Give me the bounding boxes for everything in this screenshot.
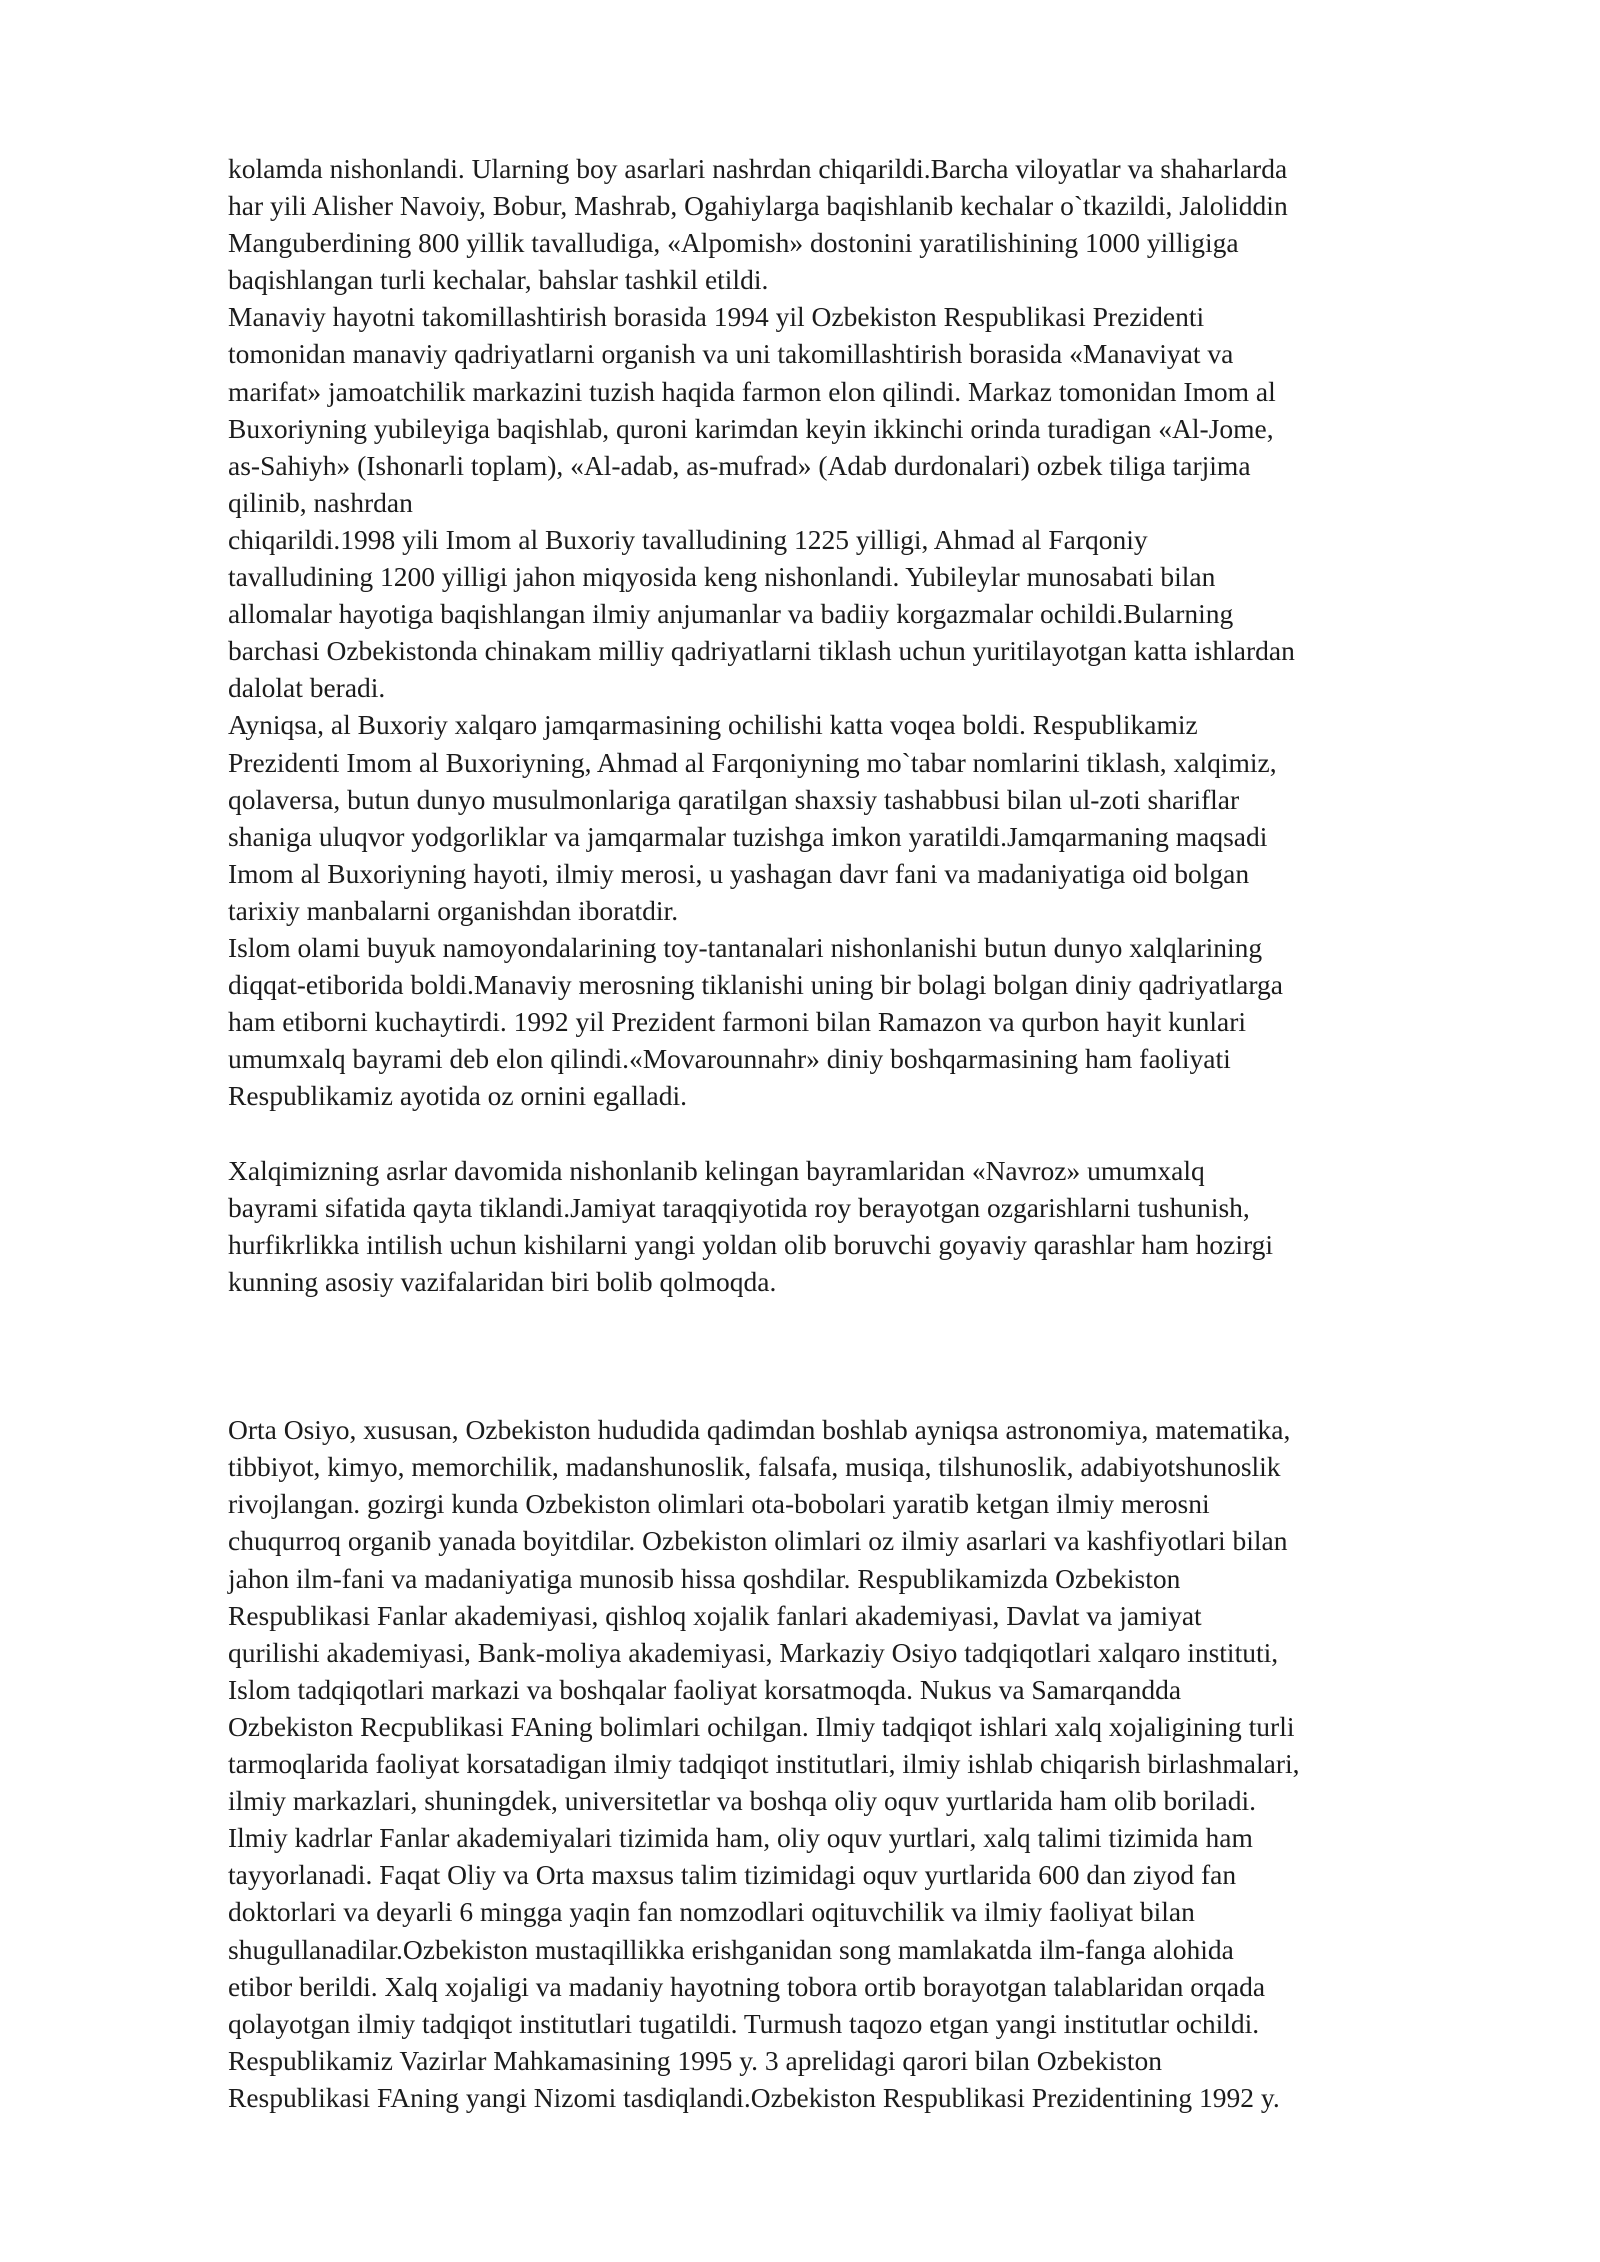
text-line: baqishlangan turli kechalar, bahslar tashkil etildi. (228, 264, 769, 296)
text-line: jahon ilm-fani va madaniyatiga munosib hissa qoshdilar. Respublikamizda Ozbekiston (228, 1562, 1181, 1594)
text-line: kunning asosiy vazifalaridan biri bolib qolmoqda. (228, 1265, 777, 1297)
text-line: allomalar hayotiga baqishlangan ilmiy anjumanlar va badiiy korgazmalar ochildi.Bularning (228, 598, 1234, 630)
text-line: shaniga uluqvor yodgorliklar va jamqarmalar tuzishga imkon yaratildi.Jamqarmaning maqsadi (228, 820, 1268, 852)
text-line: Ozbekiston Recpublikasi FAning bolimlari ochilgan. Ilmiy tadqiqot ishlari xalq xojaligining turli (228, 1710, 1295, 1742)
text-line: Imom al Buxoriyning hayoti, ilmiy merosi, u yashagan davr fani va madaniyatiga oid bolgan (228, 857, 1250, 889)
paragraph-spacer (228, 1114, 1528, 1151)
text-line: tavalludining 1200 yilligi jahon miqyosida keng nishonlandi. Yubileylar munosabati bilan (228, 561, 1216, 593)
text-line: dalolat beradi. (228, 672, 386, 704)
text-line: tarmoqlarida faoliyat korsatadigan ilmiy tadqiqot institutlari, ilmiy ishlab chiqarish birlashmalari, (228, 1748, 1300, 1780)
text-line: tayyorlanadi. Faqat Oliy va Orta maxsus talim tizimidagi oquv yurtlarida 600 dan ziyod fan (228, 1859, 1237, 1891)
text-line: shugullanadilar.Ozbekiston mustaqillikka erishganidan song mamlakatda ilm-fanga alohida (228, 1933, 1234, 1965)
text-line: diqqat-etiborida boldi.Manaviy merosning tiklanishi uning bir bolagi bolgan diniy qadriyatlarga (228, 969, 1283, 1001)
text-line: Buxoriyning yubileyiga baqishlab, quroni karimdan keyin ikkinchi orinda turadigan «Al-Jome, (228, 412, 1274, 444)
text-line: Prezidenti Imom al Buxoriyning, Ahmad al Farqoniyning mo`tabar nomlarini tiklash, xalqimiz, (228, 746, 1277, 778)
text-line: Manguberdining 800 yillik tavalludiga, «Alpomish» dostonini yaratilishining 1000 yilligiga (228, 227, 1239, 259)
text-line: marifat» jamoatchilik markazini tuzish haqida farmon elon qilindi. Markaz tomonidan Imom al (228, 375, 1276, 407)
text-line: hurfikrlikka intilish uchun kishilarni yangi yoldan olib boruvchi goyaviy qarashlar ham hozirgi (228, 1228, 1274, 1260)
paragraph (228, 1152, 1528, 1300)
text-line: ham etiborni kuchaytirdi. 1992 yil Prezident farmoni bilan Ramazon va qurbon hayit kunlari (228, 1006, 1247, 1038)
text-line: qolaversa, butun dunyo musulmonlariga qaratilgan shaxsiy tashabbusi bilan ul-zoti shariflar (228, 783, 1240, 815)
text-line: Xalqimizning asrlar davomida nishonlanib kelingan bayramlaridan «Navroz» umumxalq (228, 1154, 1205, 1186)
text-line: tomonidan manaviy qadriyatlarni organish va uni takomillashtirish borasida «Manaviyat va (228, 338, 1234, 370)
text-line: Orta Osiyo, xususan, Ozbekiston hududida qadimdan boshlab ayniqsa astronomiya, matematika, (228, 1414, 1291, 1446)
document-page (228, 150, 1528, 2116)
text-line: barchasi Ozbekistonda chinakam milliy qadriyatlarni tiklash uchun yuritilayotgan katta ishlardan (228, 635, 1295, 667)
paragraph (228, 298, 1528, 706)
paragraph-spacer (228, 1300, 1528, 1411)
text-line: Respublikamiz ayotida oz ornini egalladi. (228, 1080, 687, 1112)
text-line: Islom tadqiqotlari markazi va boshqalar faoliyat korsatmoqda. Nukus va Samarqandda (228, 1673, 1182, 1705)
text-line: qilinib, nashrdan (228, 486, 413, 518)
text-line: chiqarildi.1998 yili Imom al Buxoriy tavalludining 1225 yilligi, Ahmad al Farqoniy (228, 523, 1148, 555)
text-line: Ilmiy kadrlar Fanlar akademiyalari tizimida ham, oliy oquv yurtlari, xalq talimi tizimida ham (228, 1822, 1253, 1854)
text-line: etibor berildi. Xalq xojaligi va madaniy hayotning tobora ortib borayotgan talablaridan orqada (228, 1970, 1266, 2002)
text-line: Respublikamiz Vazirlar Mahkamasining 1995 y. 3 aprelidagi qarori bilan Ozbekiston (228, 2044, 1163, 2076)
text-line: qurilishi akademiyasi, Bank-moliya akademiyasi, Markaziy Osiyo tadqiqotlari xalqaro instituti, (228, 1636, 1279, 1668)
text-line: rivojlangan. gozirgi kunda Ozbekiston olimlari ota-bobolari yaratib ketgan ilmiy merosni (228, 1488, 1210, 1520)
text-line: Islom olami buyuk namoyondalarining toy-tantanalari nishonlanishi butun dunyo xalqlarining (228, 931, 1263, 963)
text-line: ilmiy markazlari, shuningdek, universitetlar va boshqa oliy oquv yurtlarida ham olib boriladi. (228, 1785, 1256, 1817)
text-line: bayrami sifatida qayta tiklandi.Jamiyat taraqqiyotida roy berayotgan ozgarishlarni tushunish, (228, 1191, 1250, 1223)
text-line: har yili Alisher Navoiy, Bobur, Mashrab, Ogahiylarga baqishlanib kechalar o`tkazildi, Jaloliddin (228, 190, 1288, 222)
text-line: chuqurroq organib yanada boyitdilar. Ozbekiston olimlari oz ilmiy asarlari va kashfiyotlari bilan (228, 1525, 1288, 1557)
text-line: tarixiy manbalarni organishdan iboratdir. (228, 894, 679, 926)
text-line: qolayotgan ilmiy tadqiqot institutlari tugatildi. Turmush taqozo etgan yangi institutlar ochildi. (228, 2007, 1260, 2039)
text-line: kolamda nishonlandi. Ularning boy asarlari nashrdan chiqarildi.Barcha viloyatlar va shaharlarda (228, 153, 1288, 184)
text-line: Manaviy hayotni takomillashtirish borasida 1994 yil Ozbekiston Respublikasi Prezidenti (228, 301, 1205, 333)
text-line: Ayniqsa, al Buxoriy xalqaro jamqarmasining ochilishi katta voqea boldi. Respublikamiz (228, 709, 1198, 741)
text-line: doktorlari va deyarli 6 mingga yaqin fan nomzodlari oqituvchilik va ilmiy faoliyat bilan (228, 1896, 1195, 1928)
text-line: tibbiyot, kimyo, memorchilik, madanshunoslik, falsafa, musiqa, tilshunoslik, adabiyotshunoslik (228, 1451, 1281, 1483)
paragraph (228, 706, 1528, 929)
paragraph (228, 929, 1528, 1114)
paragraph (228, 150, 1528, 298)
text-line: Respublikasi Fanlar akademiyasi, qishloq xojalik fanlari akademiyasi, Davlat va jamiyat (228, 1599, 1202, 1631)
text-line: umumxalq bayrami deb elon qilindi.«Movarounnahr» diniy boshqarmasining ham faoliyati (228, 1043, 1231, 1075)
text-line: as-Sahiyh» (Ishonarli toplam), «Al-adab, as-mufrad» (Adab durdonalari) ozbek tiliga tarjima (228, 449, 1251, 481)
paragraph (228, 1411, 1528, 2116)
text-line: Respublikasi FAning yangi Nizomi tasdiqlandi.Ozbekiston Respublikasi Prezidentining 1992 y. (228, 2081, 1280, 2113)
